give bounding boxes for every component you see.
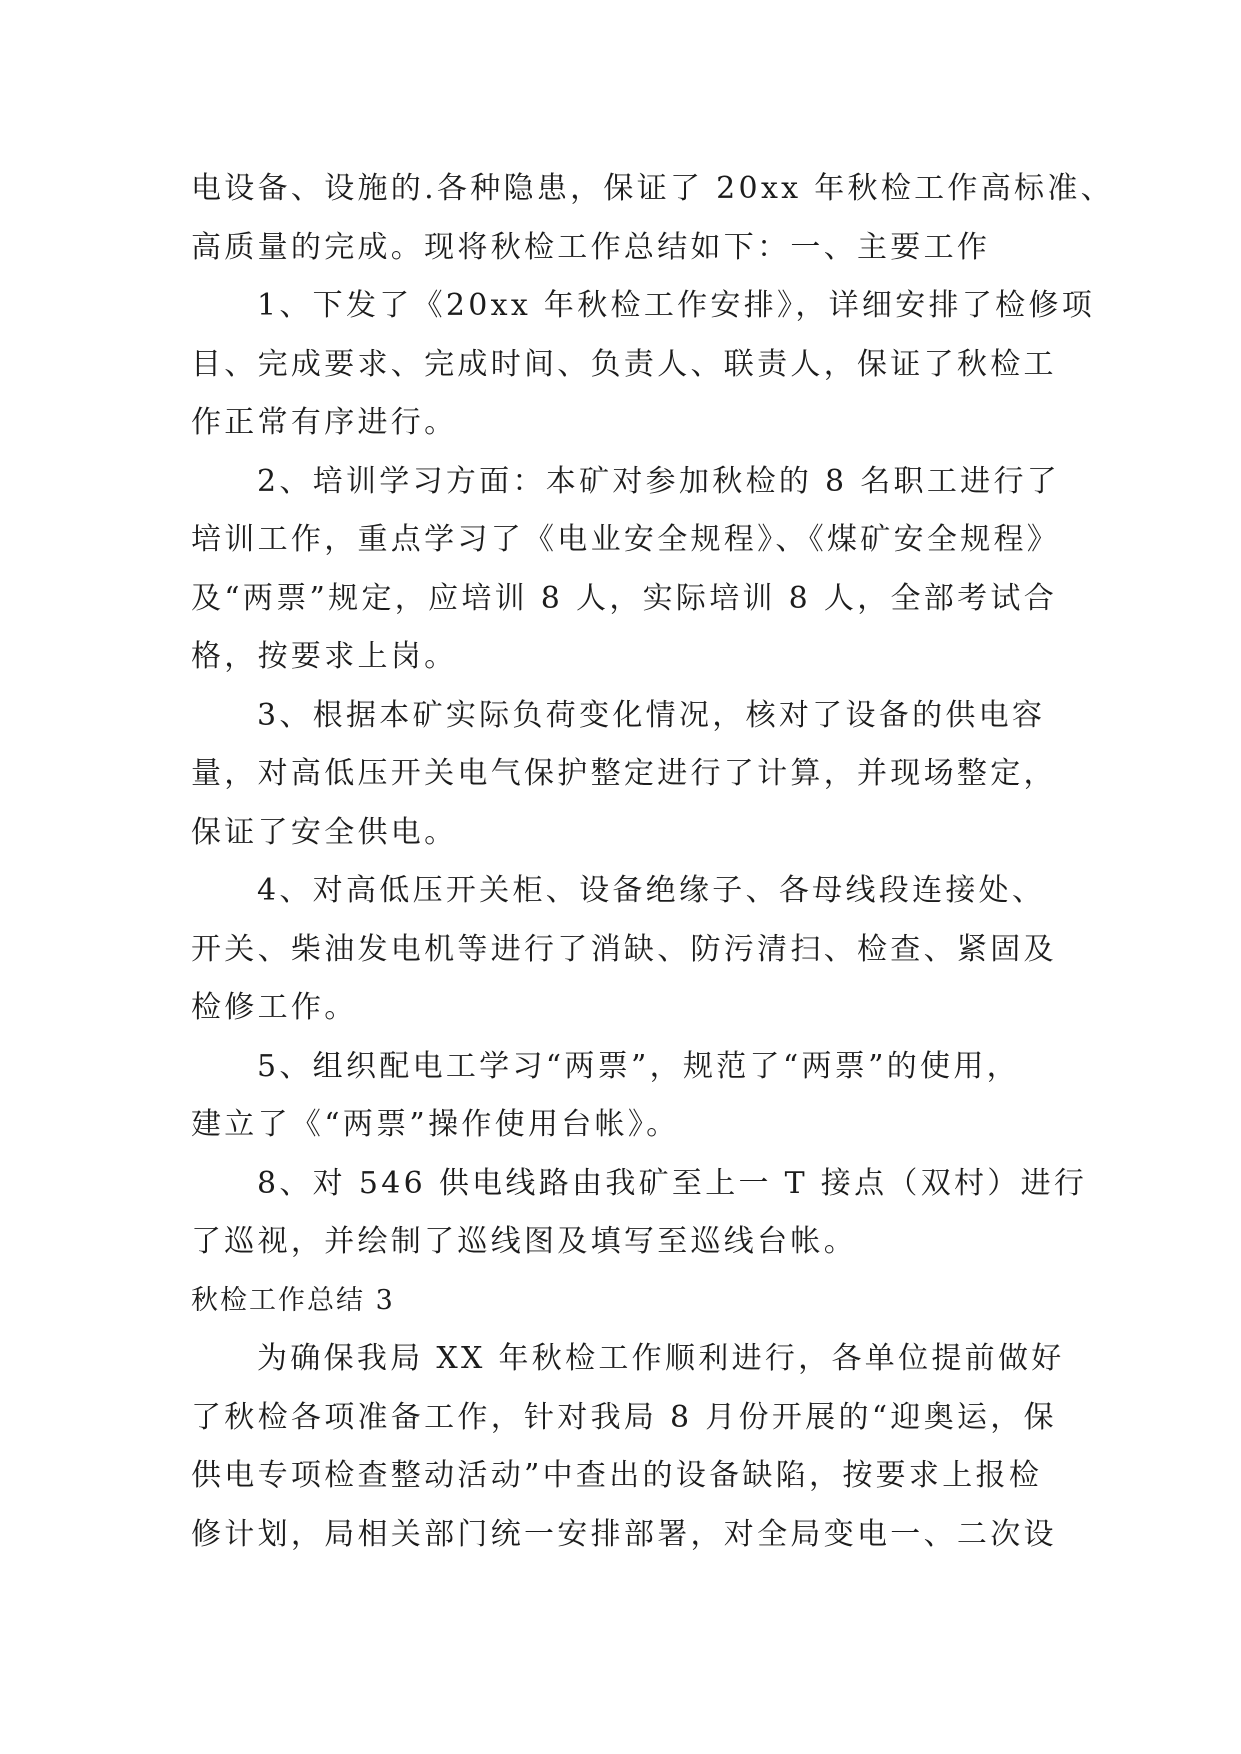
text-line: 了巡视，并绘制了巡线图及填写至巡线台帐。 bbox=[191, 1224, 857, 1259]
text-line: 培训工作，重点学习了《电业安全规程》、《煤矿安全规程》 bbox=[191, 522, 1061, 557]
text-line: 电设备、设施的.各种隐患，保证了 20xx 年秋检工作高标准、 bbox=[191, 171, 1114, 206]
text-line: 为确保我局 XX 年秋检工作顺利进行，各单位提前做好 bbox=[257, 1341, 1065, 1376]
text-line: 及“两票”规定，应培训 8 人，实际培训 8 人，全部考试合 bbox=[191, 580, 1057, 616]
text-line: 保证了安全供电。 bbox=[191, 814, 458, 850]
text-line: 量，对高低压开关电气保护整定进行了计算，并现场整定， bbox=[191, 756, 1057, 791]
text-line: 了秋检各项准备工作，针对我局 8 月份开展的“迎奥运，保 bbox=[191, 1399, 1057, 1435]
text-line: 5、组织配电工学习“两票”，规范了“两票”的使用， bbox=[257, 1048, 1020, 1084]
paragraph-item-5 bbox=[191, 1038, 1091, 1155]
paragraph-item-3 bbox=[191, 687, 1091, 863]
text-line: 供电专项检查整动活动”中查出的设备缺陷，按要求上报检 bbox=[191, 1458, 1043, 1493]
paragraph-continuation bbox=[191, 160, 1114, 277]
section-paragraph bbox=[191, 1330, 1091, 1564]
section-heading bbox=[191, 1272, 1091, 1331]
text-line: 1、下发了《20xx 年秋检工作安排》，详细安排了检修项 bbox=[257, 288, 1096, 323]
text-line: 3、根据本矿实际负荷变化情况，核对了设备的供电容 bbox=[257, 697, 1046, 733]
text-line: 高质量的完成。现将秋检工作总结如下：一、主要工作 bbox=[191, 229, 991, 265]
text-line: 建立了《“两票”操作使用台帐》。 bbox=[191, 1107, 680, 1142]
paragraph-item-8 bbox=[191, 1155, 1091, 1272]
text-line: 格，按要求上岗。 bbox=[191, 639, 458, 674]
paragraph-item-2 bbox=[191, 453, 1091, 687]
paragraph-item-1 bbox=[191, 277, 1096, 453]
text-line: 检修工作。 bbox=[191, 990, 358, 1025]
paragraph-item-4 bbox=[191, 862, 1091, 1038]
text-line: 2、培训学习方面：本矿对参加秋检的 8 名职工进行了 bbox=[257, 463, 1061, 499]
text-line: 4、对高低压开关柜、设备绝缘子、各母线段连接处、 bbox=[257, 873, 1046, 908]
text-line: 开关、柴油发电机等进行了消缺、防污清扫、检查、紧固及 bbox=[191, 931, 1057, 967]
text-line: 修计划，局相关部门统一安排部署，对全局变电一、二次设 bbox=[191, 1516, 1057, 1552]
heading-text: 秋检工作总结 3 bbox=[191, 1284, 395, 1316]
text-line: 作正常有序进行。 bbox=[191, 405, 458, 440]
text-line: 目、完成要求、完成时间、负责人、联责人，保证了秋检工 bbox=[191, 346, 1057, 382]
text-line: 8、对 546 供电线路由我矿至上一 T 接点（双村）进行 bbox=[257, 1165, 1088, 1201]
document-body bbox=[191, 160, 1114, 1564]
